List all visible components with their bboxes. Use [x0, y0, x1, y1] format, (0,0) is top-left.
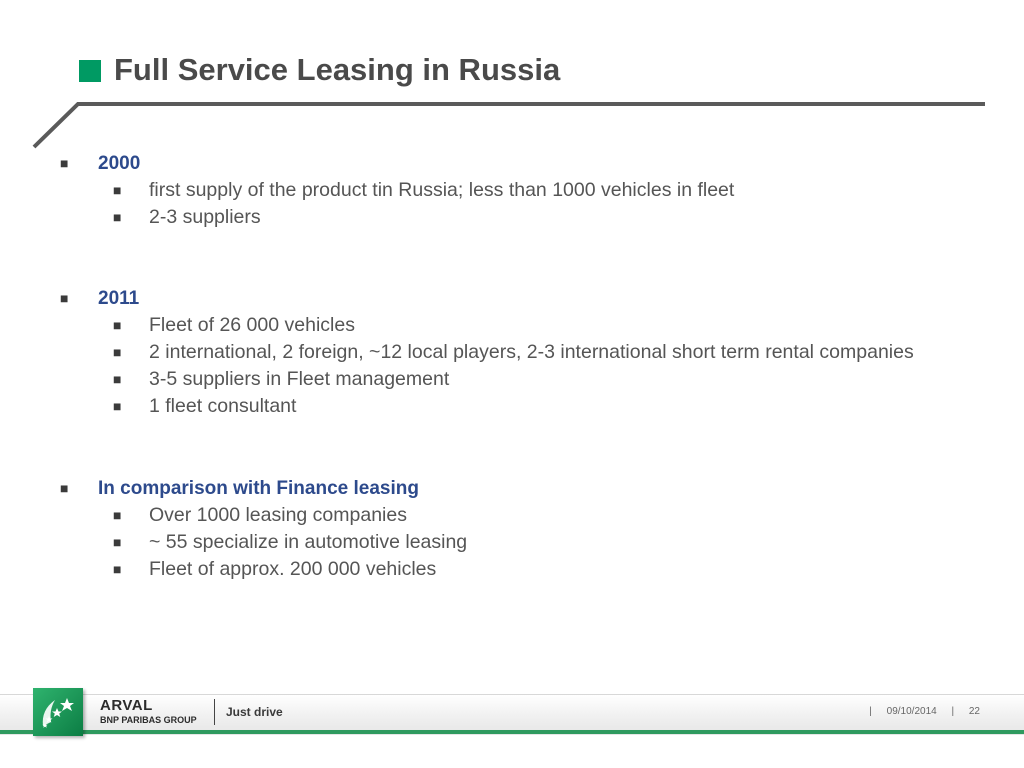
- section-2011: [60, 285, 960, 420]
- bullet-icon: ■: [60, 155, 69, 171]
- green-square-icon: [79, 60, 101, 82]
- bullet-icon: ■: [113, 398, 122, 414]
- list-item: ■ 2 international, 2 foreign, ~12 local players, 2-3 international short term rental companies: [60, 339, 960, 366]
- bullet-icon: ■: [113, 344, 122, 360]
- list-item: ■ 1 fleet consultant: [60, 393, 960, 420]
- page-number: 22: [968, 706, 980, 717]
- bullet-icon: ■: [60, 480, 69, 496]
- section-heading: ■ In comparison with Finance leasing: [60, 475, 960, 502]
- footer-meta: [863, 706, 986, 717]
- separator: |: [869, 706, 872, 717]
- slide-content: [60, 150, 960, 583]
- slide-date: 09/10/2014: [886, 706, 937, 717]
- list-item: ■ 3-5 suppliers in Fleet management: [60, 366, 960, 393]
- bullet-icon: ■: [113, 182, 122, 198]
- list-item: ■ Over 1000 leasing companies: [60, 502, 960, 529]
- bullet-icon: ■: [113, 561, 122, 577]
- bullet-icon: ■: [113, 209, 122, 225]
- bullet-icon: ■: [113, 534, 122, 550]
- stars-icon: [33, 688, 83, 736]
- section-2000: [60, 150, 960, 231]
- section-finance-comparison: [60, 475, 960, 583]
- spacer: [60, 231, 960, 285]
- list-item: ■ Fleet of 26 000 vehicles: [60, 312, 960, 339]
- bullet-icon: ■: [60, 290, 69, 306]
- list-item: ■ Fleet of approx. 200 000 vehicles: [60, 556, 960, 583]
- tagline: Just drive: [226, 705, 283, 719]
- section-heading: ■ 2011: [60, 285, 960, 312]
- separator: |: [951, 706, 955, 717]
- brand-name: ARVAL: [100, 697, 153, 714]
- brand-group: BNP PARIBAS GROUP: [100, 715, 197, 725]
- footer-accent-line: [0, 730, 1024, 734]
- section-heading: ■ 2000: [60, 150, 960, 177]
- bullet-icon: ■: [113, 317, 122, 333]
- bullet-icon: ■: [113, 371, 122, 387]
- list-item: ■ ~ 55 specialize in automotive leasing: [60, 529, 960, 556]
- brand-divider: [214, 699, 215, 725]
- slide-title: Full Service Leasing in Russia: [114, 52, 561, 87]
- bullet-icon: ■: [113, 507, 122, 523]
- list-item: ■ 2-3 suppliers: [60, 204, 960, 231]
- list-item: ■ first supply of the product tin Russia; less than 1000 vehicles in fleet: [60, 177, 960, 204]
- spacer: [60, 420, 960, 475]
- bnp-paribas-stars-logo: [33, 688, 83, 736]
